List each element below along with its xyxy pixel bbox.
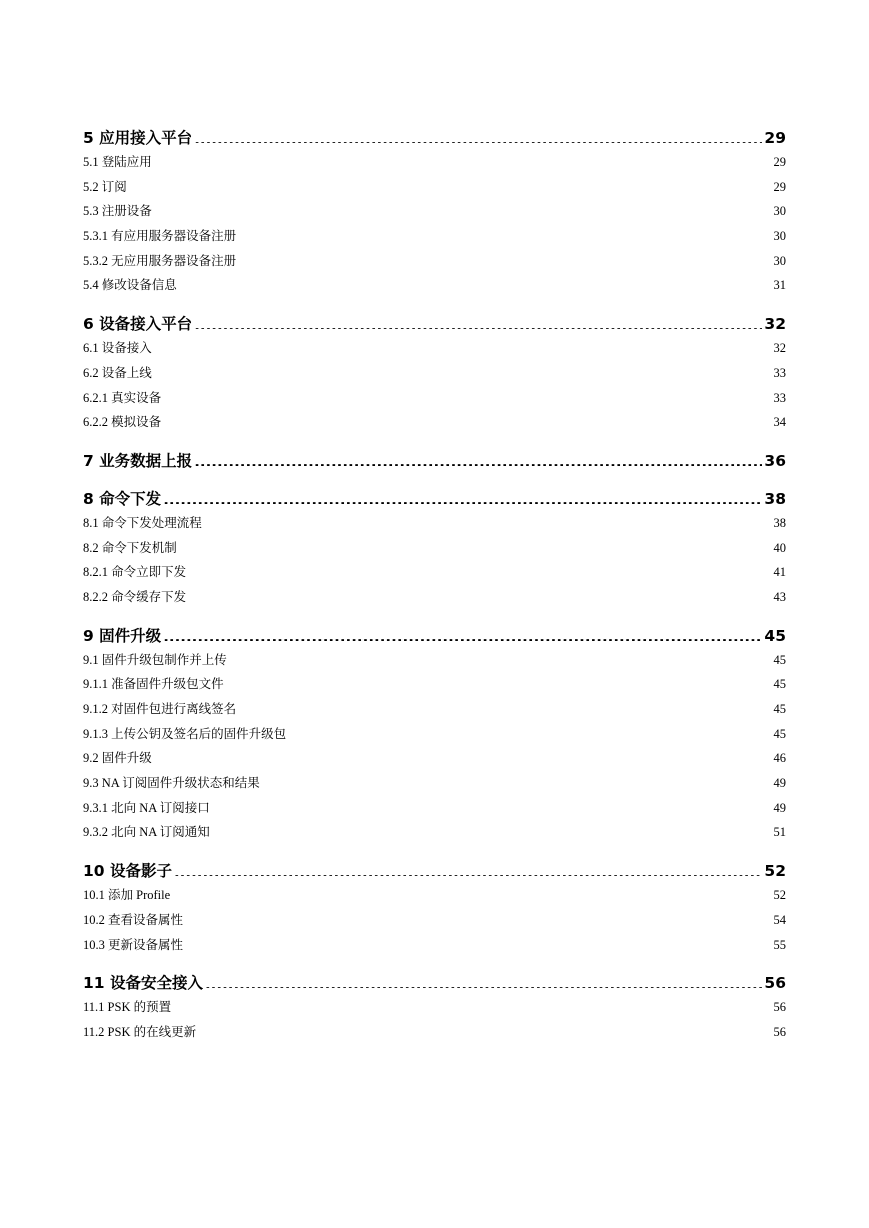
toc-section-entry[interactable] [83,1020,786,1045]
dot-leader [194,128,762,144]
toc-section-entry[interactable] [83,648,786,673]
toc-chapter-entry[interactable] [83,859,786,883]
toc-section-entry[interactable] [83,995,786,1020]
toc-entry-title: 5.3.2 无应用服务器设备注册 [83,253,237,268]
toc-entry-page-number: 46 [773,751,786,766]
toc-entry-title: 8.1 命令下发处理流程 [83,515,202,530]
toc-entry-page-number: 41 [773,565,786,580]
dot-leader [188,588,771,601]
dot-leader [238,228,771,241]
toc-section-entry[interactable] [83,361,786,386]
dot-leader [188,564,771,577]
toc-entry-page-number: 38 [764,489,786,508]
toc-entry-page-number: 29 [773,179,786,194]
toc-entry-title: 6.2.1 真实设备 [83,390,162,405]
toc-entry-title: 5 应用接入平台 [83,129,193,147]
toc-entry-page-number: 29 [773,155,786,169]
toc-section-entry[interactable] [83,249,786,274]
toc-entry-title: 9.1.2 对固件包进行离线签名 [83,702,237,716]
toc-entry-page-number: 33 [773,390,786,405]
toc-chapter-entry[interactable] [83,487,786,511]
toc-entry-page-number: 45 [764,626,786,645]
toc-section-entry[interactable] [83,697,786,722]
toc-entry-page-number: 29 [764,129,786,147]
toc-section-entry[interactable] [83,585,786,610]
toc-entry-title: 9.3.2 北向 NA 订阅通知 [83,825,210,840]
section-spacer [83,610,786,624]
dot-leader [154,340,772,353]
toc-chapter-entry[interactable] [83,126,786,150]
dot-leader [212,824,772,837]
dot-leader [229,651,772,664]
dot-leader [163,625,762,641]
toc-section-entry[interactable] [83,536,786,561]
toc-section-entry[interactable] [83,224,786,249]
dot-leader [194,450,762,466]
toc-entry-page-number: 30 [773,253,786,268]
toc-entry-page-number: 30 [773,204,786,219]
toc-entry-page-number: 56 [764,974,786,993]
dot-leader [163,414,771,427]
dot-leader [172,887,771,900]
dot-leader [163,389,771,402]
toc-entry-page-number: 52 [773,888,786,903]
toc-section-entry[interactable] [83,386,786,411]
dot-leader [212,799,772,812]
toc-entry-title: 8.2.2 命令缓存下发 [83,589,187,604]
toc-entry-page-number: 56 [773,1024,786,1039]
dot-leader [262,775,772,788]
toc-chapter-entry[interactable] [83,449,786,473]
toc-entry-title: 5.2 订阅 [83,179,127,194]
toc-section-entry[interactable] [83,820,786,845]
toc-entry-page-number: 51 [773,825,786,840]
toc-section-entry[interactable] [83,933,786,958]
toc-entry-title: 11 设备安全接入 [83,974,203,993]
toc-entry-page-number: 40 [773,540,786,555]
toc-entry-title: 5.4 修改设备信息 [83,278,177,293]
toc-section-entry[interactable] [83,722,786,747]
toc-section-entry[interactable] [83,560,786,585]
toc-entry-page-number: 33 [773,365,786,380]
section-spacer [83,845,786,859]
toc-entry-page-number: 43 [773,589,786,604]
toc-entry-page-number: 30 [773,229,786,244]
toc-entry-title: 10 设备影子 [83,862,172,881]
toc-entry-page-number: 45 [773,677,786,692]
toc-entry-title: 9.3.1 北向 NA 订阅接口 [83,800,210,815]
toc-entry-page-number: 34 [773,415,786,430]
dot-leader [179,277,772,290]
toc-entry-page-number: 45 [773,652,786,667]
toc-entry-page-number: 32 [773,341,786,356]
toc-entry-page-number: 31 [773,278,786,293]
toc-entry-title: 6.2.2 模拟设备 [83,415,162,430]
toc-chapter-entry[interactable] [83,624,786,648]
toc-entry-title: 10.1 添加 Profile [83,888,171,903]
section-spacer [83,957,786,971]
section-spacer [83,435,786,449]
dot-leader [173,999,771,1012]
toc-section-entry[interactable] [83,908,786,933]
toc-entry-page-number: 38 [773,515,786,530]
dot-leader [174,861,762,877]
table-of-contents [83,126,786,1045]
toc-section-entry[interactable] [83,336,786,361]
toc-entry-page-number: 45 [773,702,786,716]
toc-entry-page-number: 49 [773,800,786,815]
dot-leader [204,514,772,527]
toc-entry-title: 5.1 登陆应用 [83,155,152,169]
toc-section-entry[interactable] [83,199,786,224]
toc-entry-page-number: 52 [764,862,786,881]
toc-entry-title: 11.1 PSK 的预置 [83,1000,172,1015]
dot-leader [179,539,772,552]
toc-entry-title: 10.3 更新设备属性 [83,937,184,952]
dot-leader [198,1023,771,1036]
toc-section-entry[interactable] [83,175,786,200]
toc-entry-page-number: 54 [773,912,786,927]
toc-entry-title: 8 命令下发 [83,489,162,508]
toc-entry-title: 6.2 设备上线 [83,365,152,380]
toc-section-entry[interactable] [83,273,786,298]
toc-entry-title: 6.1 设备接入 [83,341,152,356]
toc-entry-title: 10.2 查看设备属性 [83,912,184,927]
toc-entry-title: 9 固件升级 [83,626,162,645]
dot-leader [163,488,762,504]
dot-leader [154,203,772,216]
dot-leader [154,750,772,763]
dot-leader [238,701,771,714]
dot-leader [154,364,772,377]
toc-entry-page-number: 45 [773,726,786,741]
toc-entry-title: 9.1.3 上传公钥及签名后的固件升级包 [83,726,287,741]
toc-entry-title: 8.2 命令下发机制 [83,540,177,555]
toc-entry-title: 8.2.1 命令立即下发 [83,565,187,580]
toc-section-entry[interactable] [83,746,786,771]
toc-section-entry[interactable] [83,150,786,175]
dot-leader [194,314,762,330]
dot-leader [238,252,771,265]
toc-entry-page-number: 56 [773,1000,786,1015]
toc-entry-title: 7 业务数据上报 [83,451,193,470]
dot-leader [185,911,771,924]
toc-chapter-entry[interactable] [83,971,786,995]
dot-leader [205,973,762,989]
toc-entry-page-number: 32 [764,315,786,334]
dot-leader [154,154,772,167]
dot-leader [185,936,771,949]
dot-leader [226,676,772,689]
toc-section-entry[interactable] [83,883,786,908]
toc-section-entry[interactable] [83,796,786,821]
toc-entry-title: 11.2 PSK 的在线更新 [83,1024,197,1039]
toc-entry-title: 9.1.1 准备固件升级包文件 [83,677,224,692]
toc-entry-page-number: 36 [764,451,786,470]
toc-entry-title: 6 设备接入平台 [83,315,193,334]
toc-entry-title: 9.3 NA 订阅固件升级状态和结果 [83,776,260,791]
dot-leader [129,178,772,191]
toc-section-entry[interactable] [83,672,786,697]
section-spacer [83,298,786,312]
toc-entry-title: 9.1 固件升级包制作并上传 [83,652,227,667]
toc-section-entry[interactable] [83,511,786,536]
dot-leader [288,725,771,738]
toc-entry-title: 5.3 注册设备 [83,204,152,219]
section-spacer [83,473,786,487]
toc-entry-title: 9.2 固件升级 [83,751,152,766]
toc-section-entry[interactable] [83,771,786,796]
toc-entry-page-number: 49 [773,776,786,791]
toc-entry-page-number: 55 [773,937,786,952]
toc-chapter-entry[interactable] [83,312,786,336]
toc-entry-title: 5.3.1 有应用服务器设备注册 [83,229,237,244]
toc-section-entry[interactable] [83,410,786,435]
